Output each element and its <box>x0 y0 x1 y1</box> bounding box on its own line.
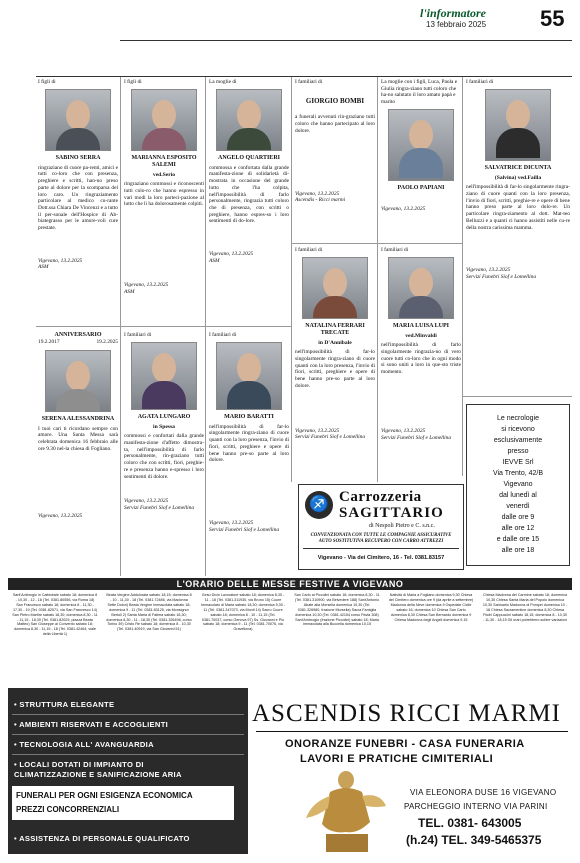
notice-text: nell'impossibilità di far-lo singolarmente ringra-ziano di cuore quanti con la loro presenza, l'invio di fiori, scritti, preghie-re e opere di bene hanno preso parte al loro dolo-re. Un particolare ringra-ziamento al dott. Mat-teo Belluzzi e a quanti ci hanno assistiti nelle cu-re della nostra carissima mamma. <box>466 184 570 231</box>
portrait-photo <box>131 342 197 410</box>
deceased-name: ANGELO QUARTIERI <box>218 154 280 161</box>
economy-line: FUNERALI PER OGNI ESIGENZA ECONOMICA <box>16 791 193 800</box>
ascendis-subtitle: LAVORI E PRATICHE CIMITERIALI <box>300 753 494 765</box>
notice-head: I figli di <box>38 79 56 85</box>
feature-item: • TECNOLOGIA ALL' AVANGUARDIA <box>14 740 154 749</box>
notice-date: Vigevano, 13.2.2025 <box>38 257 83 264</box>
info-line: dal lunedì al <box>499 492 537 499</box>
ad-owner: di Nespoli Pietro e C. s.n.c. <box>369 523 435 529</box>
notice-head: I familiari di <box>466 79 494 85</box>
top-rule <box>36 76 572 77</box>
notice-date: Vigevano, 13.2.2025 <box>295 427 340 434</box>
masses-column: Chiesa Madonna del Carmine sabato 18; domenica 10,30 Chiesa Santa Maria del Popolo domenica 10,30 Santuario Madonna di Pompei domenica 10 - 18 Chiesa Sacramentine domenica 8,30 Chiesa Padri Cappuccini sabato 18,15; domenica 8 - 10,30 - 11,30 - 18,15 Gli orari potrebbero subire variazioni <box>482 593 568 622</box>
notice-head: I familiari di <box>124 332 152 338</box>
feature-item: • STRUTTURA ELEGANTE <box>14 700 115 709</box>
deceased-name: GIORGIO BOMBI <box>305 96 365 105</box>
notice-text: ringraziano commossi e riconoscenti tutti colo-ro che hanno espresso in vari modi la loro parteci-pazione al lutto che li ha dolorosamente colpiti. <box>124 181 204 208</box>
ascendis-title: ASCENDIS RICCI MARMI <box>252 700 561 727</box>
notice-head: La moglie di <box>209 79 237 85</box>
portrait-photo <box>45 89 111 151</box>
masses-column: San Carlo ai Piccolini sabato 18; domenica 8,30 - 11 (Tel. 0381.310900, via Belvedere 188) Sant'Antonio Abate alla Morsella domenica 10,30 (Tel. 0381.326980, frazione Morsella) Sacra Famiglia domenica 10,30 (Tel. 0381.42154 corso Pavia 308) Sant'Ambrogio (frazione Piccolini) sabato 18; Maria Immacolata alla Buccella domenica 10,15 <box>294 593 380 627</box>
notice-date: Vigevano, 13.2.2025 <box>124 282 169 289</box>
notice-text: commossi e confortati dalla grande manifesta-zione d'affetto dimostra-ta, nell'impossibilità di farlo personalmente, rin-graziano tutti coloro che con scritti, fiori, preghie-re e presenza hanno e-spresso i loro sentimenti di dolore. <box>124 433 204 480</box>
deceased-name: MARIANNA ESPOSITO SALEMI <box>131 154 197 168</box>
necrology-info-box <box>466 404 570 566</box>
portrait-photo <box>131 89 197 151</box>
column-rule <box>291 76 292 482</box>
ad-title: Carrozzeria <box>339 489 422 505</box>
portrait-photo <box>485 89 551 161</box>
masses-title-bar: L'ORARIO DELLE MESSE FESTIVE A VIGEVANO <box>8 578 572 590</box>
deceased-subname: ved.Minvaldi <box>405 332 437 339</box>
deceased-subname: ved.Serio <box>152 171 176 178</box>
portrait-photo <box>45 350 111 412</box>
deceased-name: NATALINA FERRARI TRECATE <box>305 322 365 336</box>
masses-column: Gesù Divin Lavoratore sabato 18; domenica 8,30 - 11 - 18 (Tel. 0381.311930, via Bruno 15) Cuore Immacolato di Maria sabato 18,30; domenica 9,30 - 11 (Tel. 0381.347073, via Monti 14) Sacro Cuore sabato 18; domenica 8 - 10 - 11,15 (Tel. 0381.70037, corso Genova 97) Ss. Giovanni e Pio sabato 18; domenica 9 - 11 (Tel. 0381.70076, via Gravellona) <box>200 593 286 632</box>
deceased-name: SERENA ALESSANDRINA <box>41 415 115 422</box>
info-line: alle ore 12 <box>501 525 535 532</box>
info-line: IEVVE Srl <box>502 459 534 466</box>
notice-agency: ASM <box>38 264 49 271</box>
notice-alessandrina <box>38 332 118 519</box>
masses-column: Beata Vergine Addolorata sabato 18,15; domenica 8 - 10 - 11,30 - 18 (Tel. 0381.72486, via Madonna Sette Dolori) Beata Vergine Immacolata sabato 18; domenica 9 - 11 (Tel. 0381.83125, via Monsignor Bertoli 2) Santa Maria di Fatima sabato 18,30; domenica 8,30 - 11 - 18,30 (Tel. 0381.326498, corso Torino 39) Cristo Re sabato 18; domenica 8 - 10,30 (Tel. 0381.40919, via San Giovanni 51) <box>106 593 192 632</box>
sagittarius-logo-icon: ♐ <box>305 491 333 519</box>
info-line: Via Trento, 42/B <box>492 470 544 477</box>
notice-baratti <box>209 332 289 533</box>
notice-head: La moglie con i figli, Luca, Paola e Giulia ringra-ziano tutti coloro che ha-no salutato il loro amato papà e marito <box>381 79 458 106</box>
notice-text: nell'impossibilità di farlo singolarmente ringrazia-no di vero cuore tutti co-loro che in ogni modo si sono uniti a loro in que-sto triste momento. <box>381 342 461 376</box>
header-rule <box>120 40 572 41</box>
ascendis-parking: PARCHEGGIO INTERNO VIA PARINI <box>404 802 548 811</box>
notice-text: a funerali avvenuti rin-graziano tutti coloro che hanno partecipato al loro dolore. <box>295 114 375 134</box>
portrait-photo <box>388 257 454 319</box>
divider <box>12 734 244 735</box>
deceased-name: MARIO BARATTI <box>224 413 274 420</box>
row-rule <box>36 326 291 327</box>
deceased-name: PAOLO PAPIANI <box>397 184 445 191</box>
notice-date: Vigevano, 13.2.2025 <box>124 498 169 505</box>
deceased-name: SALVATRICE DICUNTA <box>484 164 552 171</box>
notice-agency: ASM <box>209 257 220 264</box>
notice-dicunta <box>466 79 570 281</box>
title-rule <box>256 731 568 732</box>
row-rule <box>462 396 572 397</box>
notice-text: ringraziano di cuore pa-renti, amici e tutti co-loro che con presenza, preghiere e scritti, han-no preso parte al dolore per la scomparsa del loro caro. Un ringraziamento particolare al medico cu-rante Dott.ssa Chiara De Vincenzi e a tutto il per-sonale dell'Hospice di Ab-biategrasso per le amore-voli cure prestate. <box>38 164 118 232</box>
deceased-subname: in D'Annibale <box>318 339 352 346</box>
notice-head: I figli di <box>124 79 142 85</box>
notice-date: Vigevano, 13.2.2025 <box>38 512 83 519</box>
masses-column: Sant'Ambrogio in Cattedrale sabato 18; domenica 8 - 10,30 - 12 - 18 (Tel. 0381.80556, via Roma 18) San Francesco sabato 18; domenica 8 - 11,30 - 17,30 - 19 (Tel. 0381.82571, via San Francesco 14) San Pietro Martire sabato 18,30; domenica 8,30 - 11 - 11,15 - 18,30 (Tel. 0381.82029, piazza Beata Matteo) San Giuseppe al Convento sabato 18; domenica 8,30 - 11,15 - 18 (Tel. 0381.42464, viale della Libertà 1) <box>12 593 98 637</box>
ascendis-features-panel <box>8 688 248 854</box>
carrozzeria-ad <box>298 484 464 570</box>
deceased-subname: in Spessa <box>153 423 175 430</box>
portrait-photo <box>216 89 282 151</box>
notice-bombi <box>295 79 375 204</box>
notice-quartieri <box>209 79 289 264</box>
issue-date: 13 febbraio 2025 <box>426 20 487 29</box>
portrait-photo <box>302 257 368 319</box>
ad-line: CONVENZIONATA CON TUTTE LE COMPAGNIE ASSICURATIVE <box>310 533 452 538</box>
notice-agency: Servizi Funebri Siof e Lomellina <box>295 434 366 441</box>
notice-agency: Servizi Funebri Siof e Lomellina <box>381 434 452 441</box>
feature-item: CLIMATIZZAZIONE E SANIFICAZIONE ARIA <box>14 770 182 779</box>
notice-salemi <box>124 79 204 296</box>
notice-agency: Servizi Funebri Siof e Lomellina <box>466 273 537 280</box>
notice-head: I familiari di <box>381 247 409 253</box>
notice-agency: Ascendis - Ricci marmi <box>295 197 346 204</box>
info-line: alle ore 18 <box>501 547 535 554</box>
notice-head: I familiari di <box>295 79 323 85</box>
divider <box>303 548 459 549</box>
feature-item: • ASSISTENZA DI PERSONALE QUALIFICATO <box>14 834 190 843</box>
notice-agency: Servizi Funebri Siof e Lomellina <box>124 504 195 511</box>
divider <box>12 714 244 715</box>
anniversary-date-end: 19.2.2025 <box>96 339 118 345</box>
notice-text: nell'impossibilità di far-lo singolarmente ringra-ziano di cuore quanti con la loro presenza, l'invio di fiori, scritti, preghiere e opere di bene hanno pre-so parte al loro dolore. <box>295 349 375 389</box>
deceased-name: MARIA LUISA LUPI <box>392 322 449 329</box>
ascendis-phone-24h: (h.24) TEL. 349-5465375 <box>406 833 542 847</box>
notice-papiani <box>381 79 461 213</box>
info-line: presso <box>507 448 529 455</box>
notice-date: Vigevano, 13.2.2025 <box>381 205 426 212</box>
notice-date: Vigevano, 13.2.2025 <box>466 267 511 274</box>
info-line: venerdì <box>506 503 530 510</box>
notice-lupi <box>381 247 461 441</box>
ad-line: AUTO SOSTITUTIVA RECUPERO CON CARRO ATTREZZI <box>318 539 444 544</box>
ascendis-phone: TEL. 0381- 643005 <box>418 816 522 830</box>
notice-ferrari <box>295 247 375 441</box>
deceased-name: SABINO SERRA <box>55 154 101 161</box>
economy-box <box>12 786 234 820</box>
anniversary-label: ANNIVERSARIO <box>54 332 102 338</box>
notice-text: I tuoi cari ti ricordano sempre con amore. Una Santa Messa sarà celebrata domenica 16 febbraio alle ore 9.30 nel-la chiesa di Fogliano. <box>38 425 118 452</box>
notice-date: Vigevano, 13.2.2025 <box>209 251 254 258</box>
row-rule <box>292 243 462 244</box>
info-line: si ricevono <box>501 426 535 433</box>
notice-text: nell'impossibilità di far-lo singolarmente ringra-ziano di cuore quanti con la loro presenza, l'invio di fiori, scritti, preghiere e opere di bene hanno pre-so parte al loro dolore. <box>209 423 289 464</box>
masses-column: Natività di Maria a Fogliano domenica 9,30 Chiesa del Cimitero domenica ore 9 (da aprile a settembre) Madonna della Neve domenica 9 Ospedale Civile sabato 16, domenica 10 Chiesa San Carlo domenica 8,30 Chiesa San Bernardo domenica 9 Chiesa Madonna degli Angeli domenica 9,15 <box>388 593 474 622</box>
feature-item: • LOCALI DOTATI DI IMPIANTO DI <box>14 760 144 769</box>
column-rule <box>377 76 378 482</box>
economy-line: PREZZI CONCORRENZIALI <box>16 805 120 814</box>
deceased-name: AGATA LUNGARO <box>137 413 191 420</box>
notice-text: commossa e confortata dalla grande manifesta-zione di solidarietà di-mostrata in occasione del grande lutto che l'ha colpita, nell'impossibilità di farlo personalmente, ringrazia tutti coloro che di presenza, con scritti o preghiere, hanno espres-so i loro sentimenti di do-lore. <box>209 164 289 225</box>
notice-date: Vigevano, 13.2.2025 <box>295 190 340 197</box>
ascendis-subtitle: ONORANZE FUNEBRI - CASA FUNERARIA <box>285 738 525 750</box>
info-line: Vigevano <box>503 481 533 488</box>
ad-contact: Vigevano - Via dei Cimitero, 16 - Tel. 0381.83157 <box>317 555 445 561</box>
column-rule <box>462 76 463 476</box>
deceased-subname: (Salvina) ved.Failla <box>494 174 542 181</box>
masthead-brand: l'informatore <box>420 6 487 20</box>
info-line: esclusivamente <box>493 437 543 444</box>
page-number: 55 <box>540 6 565 31</box>
info-line: e dalle ore 15 <box>496 536 540 543</box>
notice-date: Vigevano, 13.2.2025 <box>381 427 426 434</box>
portrait-photo <box>216 342 282 410</box>
notice-serra <box>38 79 118 271</box>
notice-agency: ASM <box>124 288 135 295</box>
notice-agency: Servizi Funebri Siof e Lomellina <box>209 526 280 533</box>
ascendis-address: VIA ELEONORA DUSE 16 VIGEVANO <box>410 788 557 797</box>
feature-item: • AMBIENTI RISERVATI E ACCOGLIENTI <box>14 720 169 729</box>
statue-icon <box>300 762 390 854</box>
anniversary-date-start: 19.2.2017 <box>38 339 60 345</box>
divider <box>12 754 244 755</box>
info-line: dalle ore 9 <box>501 514 535 521</box>
info-line: Le necrologie <box>496 415 540 422</box>
notice-date: Vigevano, 13.2.2025 <box>209 519 254 526</box>
notice-lungaro <box>124 332 204 512</box>
notice-head: I familiari di <box>209 332 237 338</box>
portrait-photo <box>388 109 454 181</box>
ad-title-brand: SAGITTARIO <box>339 505 444 521</box>
notice-head: I familiari di <box>295 247 323 253</box>
